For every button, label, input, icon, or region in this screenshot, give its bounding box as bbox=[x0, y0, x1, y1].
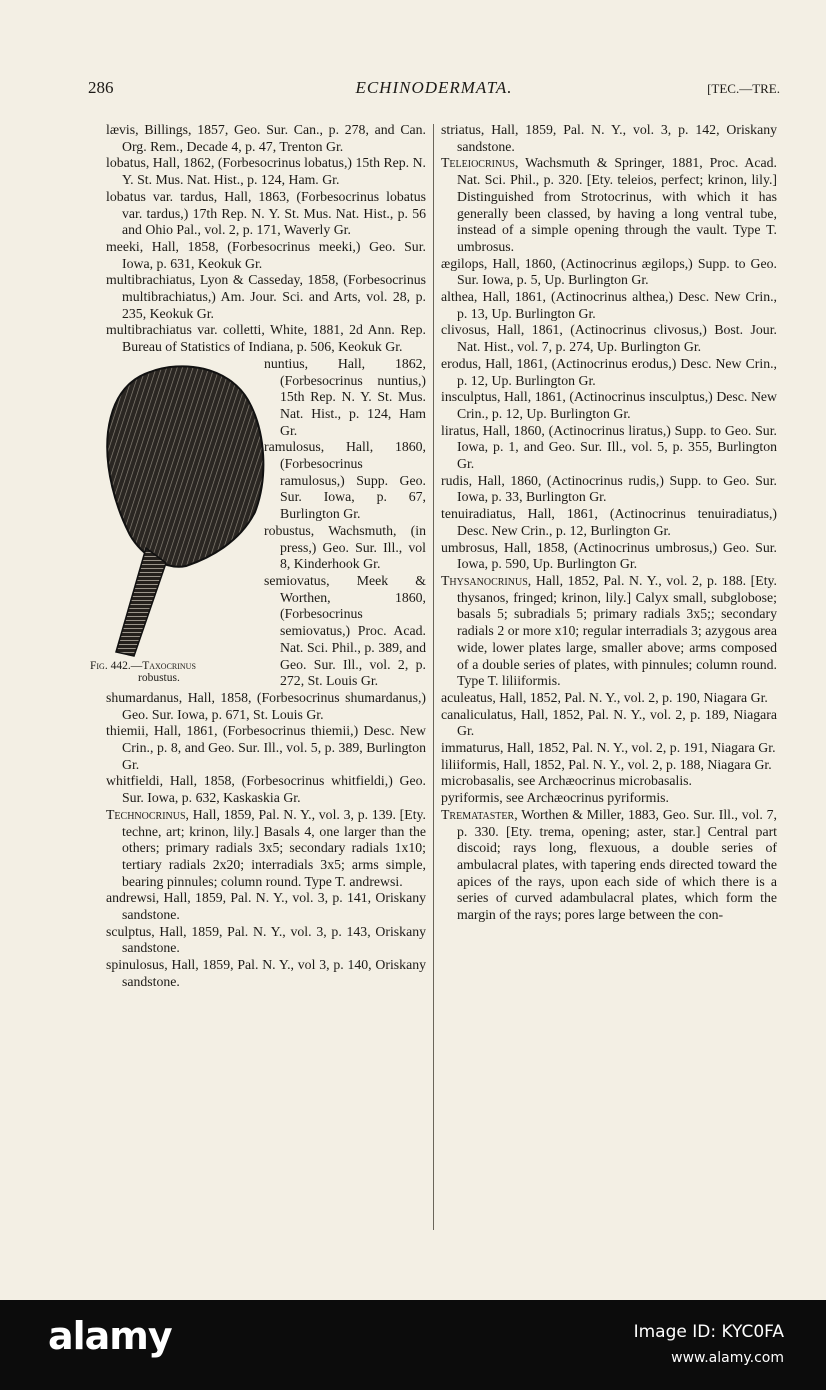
genus-name: Teleiocrinus bbox=[441, 155, 515, 171]
species-entry: althea, Hall, 1861, (Actinocrinus althea,) Desc. New Crin., p. 13, Up. Burlington Gr. bbox=[441, 289, 777, 321]
species-entry: canaliculatus, Hall, 1852, Pal. N. Y., vol. 2, p. 189, Niagara Gr. bbox=[441, 706, 777, 739]
genus-name: Technocrinus bbox=[106, 806, 186, 822]
watermark-band bbox=[0, 1300, 826, 1390]
thysanocrinus-species-list bbox=[441, 690, 777, 807]
column-divider bbox=[433, 124, 434, 1230]
species-entry: liliiformis, Hall, 1852, Pal. N. Y., vol. 2, p. 188, Niagara Gr. bbox=[441, 756, 772, 772]
species-entry: shumardanus, Hall, 1858, (Forbesocrinus shumardanus,) Geo. Sur. Iowa, p. 671, St. Louis Gr. bbox=[106, 689, 426, 722]
genus-description: , Hall, 1859, Pal. N. Y., vol. 3, p. 139. [Ety. techne, art; krinon, lily.] Basals 4, one larger than the others; primary radials 3x5; secondary radials 1x10; tertiary radials 2x20; interradials 3x5; arms simple, bearing pinnules; column round. Type T. andrewsi. bbox=[122, 806, 426, 889]
teleiocrinus-species-list bbox=[441, 256, 777, 573]
genus-entry-thysanocrinus bbox=[441, 573, 777, 690]
species-entry: multibrachiatus, Lyon & Casseday, 1858, (Forbesocrinus multibrachiatus,) Am. Jour. Sci. and Arts, vol. 28, p. 235, Keokuk Gr. bbox=[106, 272, 426, 321]
right-column bbox=[441, 122, 777, 924]
genus-description: , Wachsmuth & Springer, 1881, Proc. Acad. Nat. Sci. Phil., p. 320. [Ety. teleios, perfect; krinon, lily.] Distinguished from Strotocrinus, with which it has generally been classed, by having a long ventral tube, instead of a simple opening through the vault. Type T. umbrosus. bbox=[457, 155, 777, 254]
left-entries-top bbox=[106, 122, 426, 356]
running-title: ECHINODERMATA. bbox=[355, 78, 513, 97]
species-entry: liratus, Hall, 1860, (Actinocrinus liratus,) Supp. to Geo. Sur. Iowa, p. 1, and Geo. Sur. Ill., vol. 5, p. 355, Burlington Gr. bbox=[441, 422, 777, 472]
site-url: www.alamy.com bbox=[671, 1350, 784, 1366]
species-entry: aculeatus, Hall, 1852, Pal. N. Y., vol. 2, p. 190, Niagara Gr. bbox=[441, 689, 768, 705]
image-id: Image ID: KYC0FA bbox=[633, 1322, 784, 1342]
species-entry: robustus, Wachsmuth, (in press,) Geo. Sur. Ill., vol 8, Kinderhook Gr. bbox=[264, 522, 426, 572]
species-entry: lobatus var. tardus, Hall, 1863, (Forbesocrinus lobatus var. tardus,) 17th Rep. N. Y. St. Mus. Nat. Hist., p. 56 and Ohio Pal., vol. 2, p. 171, Waverly Gr. bbox=[106, 188, 426, 238]
genus-name: Tremataster bbox=[441, 806, 515, 822]
species-entry: lobatus, Hall, 1862, (Forbesocrinus lobatus,) 15th Rep. N. Y. St. Mus. Nat. Hist., p. 124, Ham. Gr. bbox=[106, 155, 426, 188]
species-entry: whitfieldi, Hall, 1858, (Forbesocrinus whitfieldi,) Geo. Sur. Iowa, p. 632, Kaskaskia Gr. bbox=[106, 773, 426, 806]
genus-description: , Worthen & Miller, 1883, Geo. Sur. Ill., vol. 7, p. 330. [Ety. trema, opening; aster, star.] Central part discoid; rays long, flexuous, a double series of ambulacral plates, with tapering ends directed toward the apices of the rays, upon each side of which there is a series of curved adambulacral plates, which form the margin of the rays; pores large between the con- bbox=[457, 806, 777, 923]
species-entry: meeki, Hall, 1858, (Forbesocrinus meeki,) Geo. Sur. Iowa, p. 631, Keokuk Gr. bbox=[106, 238, 426, 271]
species-entry: ægilops, Hall, 1860, (Actinocrinus ægilops,) Supp. to Geo. Sur. Iowa, p. 5, Up. Burlington Gr. bbox=[441, 255, 777, 288]
genus-entry-technocrinus bbox=[106, 807, 426, 891]
left-entries-after-figure bbox=[106, 690, 426, 807]
species-entry: striatus, Hall, 1859, Pal. N. Y., vol. 3, p. 142, Oriskany sandstone. bbox=[441, 122, 777, 154]
species-entry: thiemii, Hall, 1861, (Forbesocrinus thiemii,) Desc. New Crin., p. 8, and Geo. Sur. Ill., vol. 5, p. 389, Burlington Gr. bbox=[106, 723, 426, 772]
page-number: 286 bbox=[88, 78, 114, 97]
species-entry: insculptus, Hall, 1861, (Actinocrinus insculptus,) Desc. New Crin., p. 12, Up. Burlington Gr. bbox=[441, 389, 777, 421]
genus-entry-teleiocrinus bbox=[441, 155, 777, 255]
genus-name: Thysanocrinus bbox=[441, 572, 528, 588]
left-column bbox=[90, 122, 426, 991]
figure bbox=[90, 360, 274, 690]
species-entry: sculptus, Hall, 1859, Pal. N. Y., vol. 3, p. 143, Oriskany sandstone. bbox=[106, 923, 426, 956]
species-entry: umbrosus, Hall, 1858, (Actinocrinus umbrosus,) Geo. Sur. Iowa, p. 590, Up. Burlington Gr. bbox=[441, 539, 777, 572]
figure-caption-line2: robustus. bbox=[138, 672, 180, 685]
species-entry: pyriformis, see Archæocrinus pyriformis. bbox=[441, 790, 669, 806]
alamy-logo: alamy bbox=[48, 1314, 172, 1358]
species-entry: ramulosus, Hall, 1860, (Forbesocrinus ramulosus,) Supp. Geo. Sur. Iowa, p. 67, Burlington Gr. bbox=[264, 439, 426, 522]
genus-range: [TEC.—TRE. bbox=[707, 81, 780, 96]
species-entry: microbasalis, see Archæocrinus microbasalis. bbox=[441, 773, 692, 789]
species-entry: tenuiradiatus, Hall, 1861, (Actinocrinus tenuiradiatus,) Desc. New Crin., p. 12, Burlington Gr. bbox=[441, 506, 777, 538]
species-entry: rudis, Hall, 1860, (Actinocrinus rudis,) Supp. to Geo. Sur. Iowa, p. 33, Burlington Gr. bbox=[441, 472, 777, 505]
genus-entry-tremataster bbox=[441, 807, 777, 924]
species-entry: lævis, Billings, 1857, Geo. Sur. Can., p. 278, and Can. Org. Rem., Decade 4, p. 47, Trenton Gr. bbox=[106, 122, 426, 154]
figure-caption-line1: Fig. 442.—Taxocrinus bbox=[90, 659, 196, 672]
species-entry: immaturus, Hall, 1852, Pal. N. Y., vol. 2, p. 191, Niagara Gr. bbox=[441, 740, 776, 756]
species-entry: semiovatus, Meek & Worthen, 1860, (Forbesocrinus semiovatus,) Proc. Acad. Nat. Sci. Phil., p. 389, and Geo. Sur. Ill., vol. 2, p. 272, St. Louis Gr. bbox=[264, 572, 426, 689]
species-entry: erodus, Hall, 1861, (Actinocrinus erodus,) Desc. New Crin., p. 12, Up. Burlington Gr. bbox=[441, 355, 777, 388]
figure-caption bbox=[90, 660, 262, 685]
species-entry: clivosus, Hall, 1861, (Actinocrinus clivosus,) Bost. Jour. Nat. Hist., vol. 7, p. 274, Up. Burlington Gr. bbox=[441, 322, 777, 355]
taxocrinus-fossil-illustration bbox=[90, 360, 274, 660]
page-header bbox=[88, 78, 780, 102]
species-entry: nuntius, Hall, 1862, (Forbesocrinus nuntius,) 15th Rep. N. Y. St. Mus. Nat. Hist., p. 124, Ham Gr. bbox=[264, 355, 426, 438]
genus-description: , Hall, 1852, Pal. N. Y., vol. 2, p. 188. [Ety. thysanos, fringed; krinon, lily.] Calyx small, subglobose; basals 5; subradials 5; primary radials 3x5;; secondary radials 2 or more x10; regular interradials 3; azygous area wide, lower plates large, smaller above; arms composed of a double series of plates, with pinnules; column round. Type T. liliiformis. bbox=[457, 572, 777, 689]
species-entry: spinulosus, Hall, 1859, Pal. N. Y., vol 3, p. 140, Oriskany sandstone. bbox=[106, 957, 426, 989]
left-entries-bottom bbox=[106, 890, 426, 990]
species-entry: andrewsi, Hall, 1859, Pal. N. Y., vol. 3, p. 141, Oriskany sandstone. bbox=[106, 890, 426, 923]
species-entry: multibrachiatus var. colletti, White, 1881, 2d Ann. Rep. Bureau of Statistics of Indiana, p. 506, Keokuk Gr. bbox=[106, 322, 426, 355]
